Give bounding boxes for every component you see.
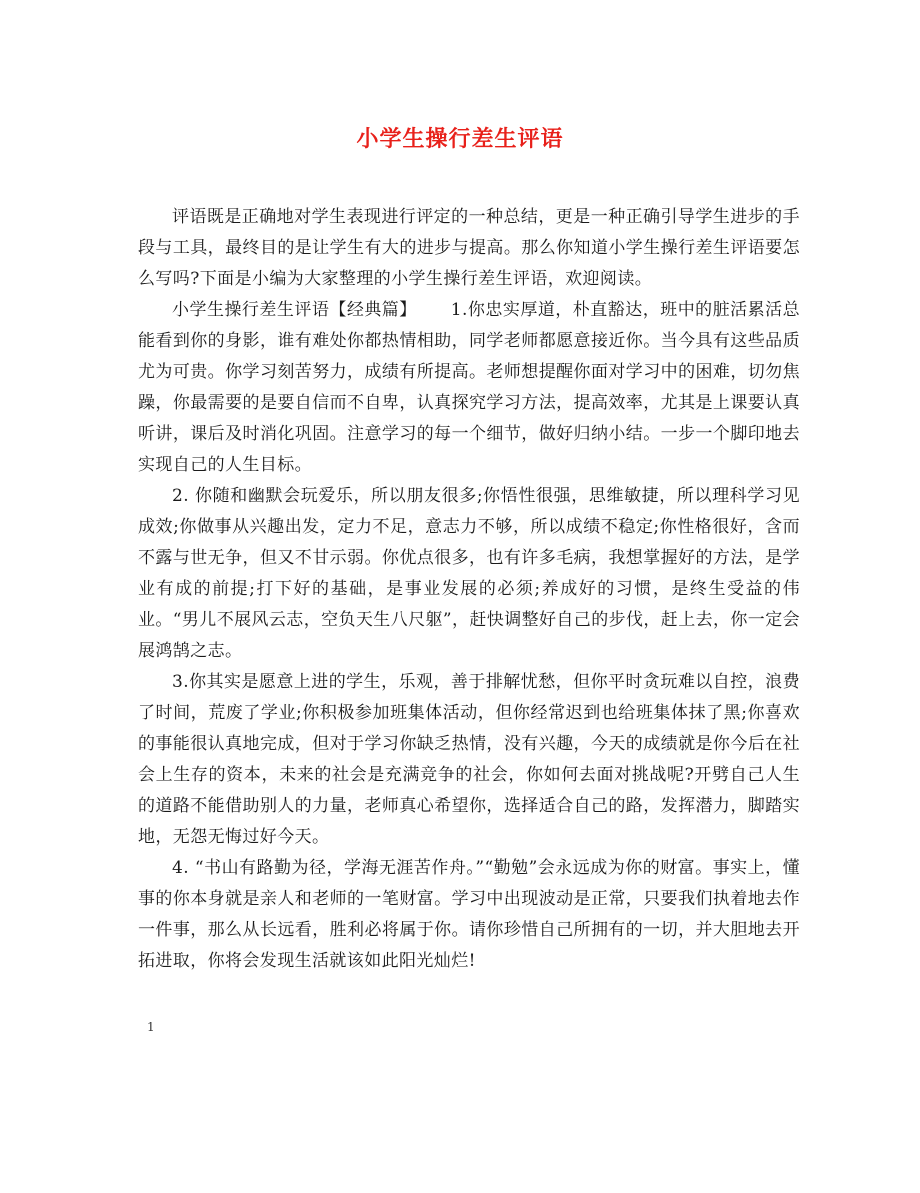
intro-paragraph: 评语既是正确地对学生表现进行评定的一种总结，更是一种正确引导学生进步的手段与工具，最终目的是让学生有大的进步与提高。那么你知道小学生操行差生评语要怎么写吗?下面是小编为大家整理的小学生操行差生评语，欢迎阅读。: [138, 207, 800, 289]
comment-item-1: 1.你忠实厚道，朴直豁达，班中的脏活累活总能看到你的身影，谁有难处你都热情相助，同学老师都愿意接近你。当今具有这些品质尤为可贵。你学习刻苦努力，成绩有所提高。老师想提醒你面对学习中的困难，切勿焦躁，你最需要的是要自信而不自卑，认真探究学习方法，提高效率，尤其是上课要认真听讲，课后及时消化巩固。注意学习的每一个细节，做好归纳小结。一步一个脚印地去实现自己的人生目标。: [138, 300, 800, 475]
comment-item-2: 2. 你随和幽默会玩爱乐，所以朋友很多;你悟性很强，思维敏捷，所以理科学习见成效;你做事从兴趣出发，定力不足，意志力不够，所以成绩不稳定;你性格很好，含而不露与世无争，但又不甘示弱。你优点很多，也有许多毛病，我想掌握好的方法，是学业有成的前提;打下好的基础，是事业发展的必须;养成好的习惯，是终生受益的伟业。“男儿不展风云志，空负天生八尺躯”，赶快调整好自己的步伐，赶上去，你一定会展鸿鹄之志。: [138, 486, 800, 661]
section-heading: 小学生操行差生评语【经典篇】: [172, 300, 417, 320]
document-body: [138, 202, 800, 977]
page-number: 1: [147, 1020, 155, 1034]
comment-item-4: 4. “书山有路勤为径，学海无涯苦作舟。”“勤勉”会永远成为你的财富。事实上，懂事的你本身就是亲人和老师的一笔财富。学习中出现波动是正常，只要我们执着地去作一件事，那么从长远看，胜利必将属于你。请你珍惜自己所拥有的一切，并大胆地去开拓进取，你将会发现生活就该如此阳光灿烂!: [138, 858, 800, 971]
comment-item-3: 3.你其实是愿意上进的学生，乐观，善于排解忧愁，但你平时贪玩难以自控，浪费了时间，荒废了学业;你积极参加班集体活动，但你经常迟到也给班集体抹了黑;你喜欢的事能很认真地完成，但对于学习你缺乏热情，没有兴趣，今天的成绩就是你今后在社会上生存的资本，未来的社会是充满竞争的社会，你如何去面对挑战呢?开劈自己人生的道路不能借助别人的力量，老师真心希望你，选择适合自己的路，发挥潜力，脚踏实地，无怨无悔过好今天。: [138, 672, 800, 847]
classic-section-paragraph: [138, 295, 800, 481]
document-title: 小学生操行差生评语: [356, 126, 564, 152]
